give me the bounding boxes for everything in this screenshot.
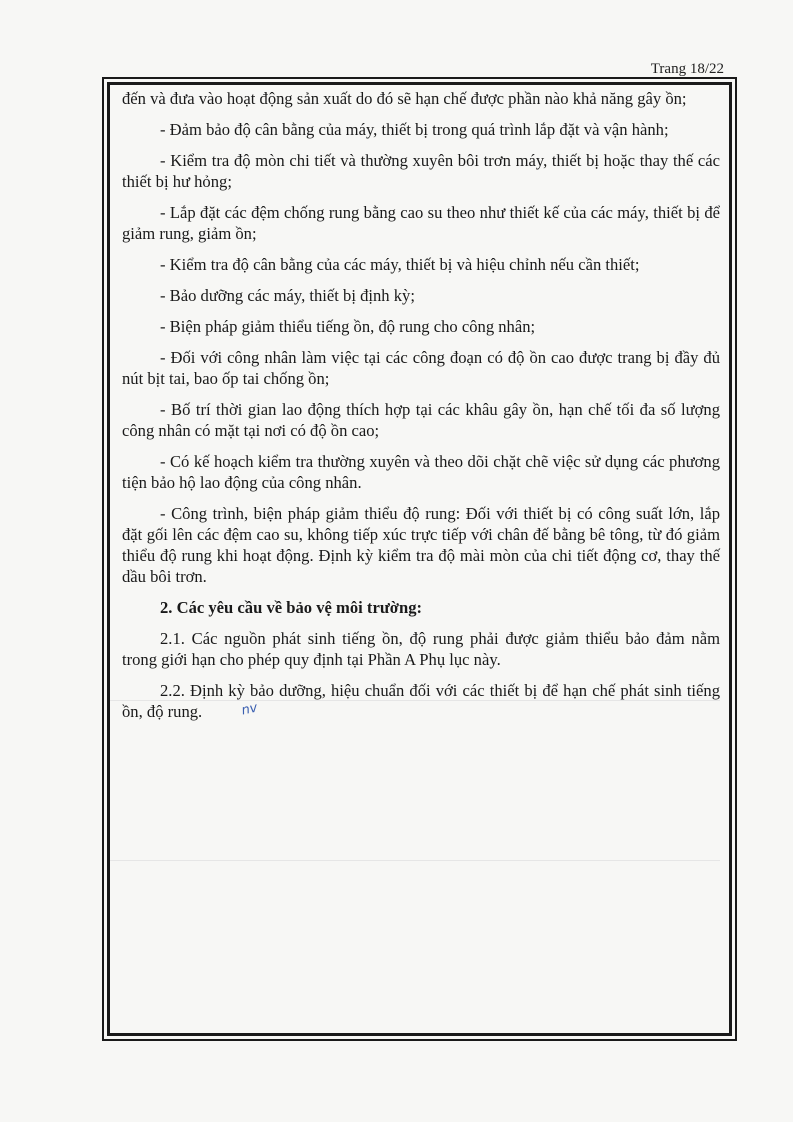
list-item: - Đảm bảo độ cân bằng của máy, thiết bị trong quá trình lắp đặt và vận hành; bbox=[160, 120, 669, 139]
margin-stamp-mark bbox=[14, 330, 32, 440]
list-item: - Bố trí thời gian lao động thích hợp tại các khâu gây ồn, hạn chế tối đa số lượng công nhân có mặt tại nơi có độ ồn cao; bbox=[122, 400, 720, 440]
paragraph-continuation: đến và đưa vào hoạt động sản xuất do đó sẽ hạn chế được phần nào khả năng gây ồn; bbox=[122, 89, 687, 108]
page-number: Trang 18/22 bbox=[650, 61, 724, 77]
list-item: - Bảo dưỡng các máy, thiết bị định kỳ; bbox=[160, 286, 415, 305]
list-item: - Lắp đặt các đệm chống rung bằng cao su theo như thiết kế của các máy, thiết bị để giảm rung, giảm ồn; bbox=[122, 203, 720, 243]
list-item: - Công trình, biện pháp giảm thiểu độ rung: Đối với thiết bị có công suất lớn, lắp đặt gối lên các đệm cao su, không tiếp xúc trực tiếp với chân đế bằng bê tông, từ đó giảm thiểu độ rung khi hoạt động. Định kỳ kiểm tra độ mài mòn của chi tiết động cơ, thay thế dầu bôi trơn. bbox=[122, 504, 720, 586]
initials-signature: nv bbox=[240, 700, 260, 719]
list-item: - Biện pháp giảm thiểu tiếng ồn, độ rung cho công nhân; bbox=[160, 317, 536, 336]
list-item: - Có kế hoạch kiểm tra thường xuyên và theo dõi chặt chẽ việc sử dụng các phương tiện bảo hộ lao động của công nhân. bbox=[122, 452, 720, 492]
requirement-item: 2.1. Các nguồn phát sinh tiếng ồn, độ rung phải được giảm thiểu bảo đảm nằm trong giới hạn cho phép quy định tại Phần A Phụ lục này. bbox=[122, 629, 720, 669]
requirement-text: 2.2. Định kỳ bảo dưỡng, hiệu chuẩn đối với các thiết bị để hạn chế phát sinh tiếng ồn, độ rung. bbox=[122, 681, 720, 721]
requirement-item bbox=[122, 680, 720, 724]
document-body bbox=[122, 88, 720, 734]
list-item: - Kiểm tra độ mòn chi tiết và thường xuyên bôi trơn máy, thiết bị hoặc thay thế các thiết bị hư hỏng; bbox=[122, 151, 720, 191]
section-heading: 2. Các yêu cầu về bảo vệ môi trường: bbox=[160, 598, 423, 617]
list-item: - Kiểm tra độ cân bằng của các máy, thiết bị và hiệu chỉnh nếu cần thiết; bbox=[160, 255, 640, 274]
list-item: - Đối với công nhân làm việc tại các công đoạn có độ ồn cao được trang bị đầy đủ nút bịt tai, bao ốp tai chống ồn; bbox=[122, 348, 720, 388]
